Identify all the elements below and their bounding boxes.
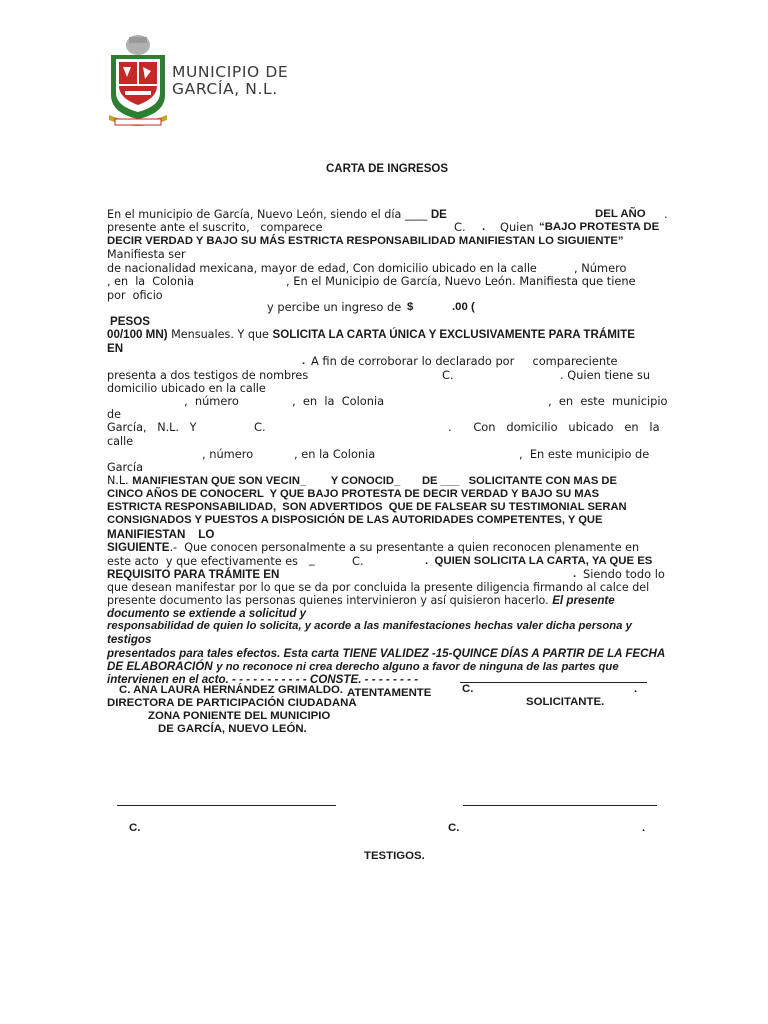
applicant-dot: .: [634, 683, 638, 695]
text: , Número: [574, 261, 627, 275]
body-line: [107, 660, 669, 674]
text: C.: [454, 220, 466, 234]
body-line: Manifiesta ser: [107, 248, 186, 261]
text: En el municipio de García, Nuevo León, siendo el día ____: [107, 208, 431, 221]
document-title: CARTA DE INGRESOS: [325, 163, 449, 175]
text: , En este municipio de: [519, 447, 650, 461]
body-line: domicilio ubicado en la calle: [107, 382, 266, 395]
body-line: calle: [107, 435, 134, 448]
text: . Quien tiene su: [560, 368, 651, 382]
body-line: intervienen en el acto. - - - - - - - - - - - CONSTE. - - - - - - - -: [107, 673, 419, 686]
witness2-signature-line: [463, 805, 657, 806]
text: $: [407, 301, 414, 313]
text: , en la Colonia: [292, 394, 385, 408]
witness2-dot: .: [642, 822, 646, 834]
brand-line-2: GARCÍA, N.L.: [172, 80, 278, 98]
body-line: de: [107, 408, 121, 421]
witnesses-label: TESTIGOS.: [364, 850, 425, 862]
text: C.: [352, 554, 364, 568]
text: , número: [202, 447, 254, 461]
text: SIGUIENTE: [107, 541, 170, 554]
text: , número: [184, 394, 239, 408]
witness2-c-prefix: C.: [448, 822, 460, 834]
text: DE: [430, 208, 447, 221]
body-line: que desean manifestar por lo que se da por concluida la presente diligencia firmando al calce del: [107, 581, 650, 594]
text: 00/100 MN): [107, 328, 168, 341]
official-zone: ZONA PONIENTE DEL MUNICIPIO: [148, 710, 331, 722]
text: , en este municipio: [548, 394, 668, 408]
text: y percibe un ingreso de: [267, 300, 402, 314]
text: presentados para tales efectos. Esta carta: [107, 647, 339, 660]
body-line: [107, 208, 669, 221]
text: Quien: [500, 220, 534, 234]
text: .00 (: [452, 301, 475, 313]
text: . QUIEN SOLICITA LA CARTA, YA QUE ES: [425, 555, 653, 567]
text: .: [302, 355, 306, 367]
body-line: este acto y que efectivamente es: [107, 555, 298, 568]
text: DE ELABORACIÓN: [107, 660, 213, 673]
witness1-signature-line: [117, 805, 336, 806]
body-line: , en la Colonia: [107, 275, 194, 288]
text: SOLICITA LA CARTA ÚNICA Y EXCLUSIVAMENTE PARA TRÁMITE: [272, 328, 635, 341]
body-line: documento se extiende a solicitud y: [107, 607, 307, 620]
text: , en la Colonia: [294, 447, 376, 461]
body-line: testigos: [107, 633, 152, 646]
text: y no reconoce ni crea derecho alguno a favor de ninguna de las partes que: [216, 661, 619, 673]
body-line: García: [107, 461, 143, 474]
body-line: CINCO AÑOS DE CONOCERL Y QUE BAJO PROTESTA DE DECIR VERDAD Y BAJO SU MAS: [107, 488, 600, 500]
text: Siendo todo lo: [583, 567, 665, 581]
official-title: DIRECTORA DE PARTICIPACIÓN CIUDADANA: [107, 697, 357, 709]
municipality-brand: [172, 64, 288, 98]
body-line: García, N.L. Y: [107, 421, 197, 434]
text: N.L.: [107, 474, 129, 487]
municipal-crest-logo: [107, 33, 169, 129]
text: A fin de corroborar lo declarado por compareciente: [311, 354, 618, 368]
brand-line-1: MUNICIPIO DE: [172, 63, 289, 81]
text: “BAJO PROTESTA DE: [539, 221, 660, 233]
body-line: por oficio: [107, 289, 163, 302]
text: presente ante el suscrito, comparece: [107, 221, 323, 234]
text: .: [482, 221, 486, 233]
official-name: C. ANA LAURA HERNÁNDEZ GRIMALDO.: [119, 684, 344, 696]
body-line: de nacionalidad mexicana, mayor de edad, Con domicilio ubicado en la calle: [107, 262, 537, 275]
official-municipality: DE GARCÍA, NUEVO LEÓN.: [158, 723, 307, 735]
atentamente-label: ATENTAMENTE: [347, 687, 432, 699]
text: presente documento las personas quienes intervinieron y así quisieron hacerlo.: [107, 594, 549, 607]
text: El presente: [552, 594, 615, 607]
body-line: [107, 474, 669, 488]
text: .- Que conocen personalmente a su presentante a quien reconocen plenamente en: [169, 541, 640, 554]
text: . Con domicilio ubicado en la: [448, 420, 660, 434]
applicant-signature-line: [460, 682, 647, 683]
body-line: [107, 594, 669, 607]
body-line: DECIR VERDAD Y BAJO SU MÁS ESTRICTA RESPONSABILIDAD MANIFIESTAN LO SIGUIENTE”: [107, 235, 624, 247]
body-line: ESTRICTA RESPONSABILIDAD, SON ADVERTIDOS QUE DE FALSEAR SU TESTIMONIAL SERAN: [107, 501, 627, 513]
text: .: [664, 207, 668, 221]
body-line: REQUISITO PARA TRÁMITE EN: [107, 568, 280, 581]
body-line: CONSIGNADOS Y PUESTOS A DISPOSICIÓN DE LAS AUTORIDADES COMPETENTES, Y QUE: [107, 514, 603, 526]
text: DEL AÑO: [595, 208, 646, 220]
witness1-c-prefix: C.: [129, 822, 141, 834]
text: _: [309, 552, 315, 566]
body-line: [107, 328, 669, 341]
body-line: MANIFIESTAN LO: [107, 528, 215, 541]
applicant-c-prefix: C.: [462, 683, 474, 695]
text: C.: [254, 420, 266, 434]
body-line: [107, 541, 669, 554]
body-line: presenta a dos testigos de nombres: [107, 369, 309, 382]
body-line: EN: [107, 342, 124, 355]
text: C.: [442, 368, 454, 382]
body-line: [107, 647, 669, 660]
body-line: responsabilidad de quien lo solicita, y acorde a las manifestaciones hechas valer dicha persona y: [107, 620, 632, 632]
text: , En el Municipio de García, Nuevo León. Manifiesta que tiene: [286, 274, 636, 288]
text: Mensuales. Y que: [171, 328, 269, 341]
text: .: [573, 568, 577, 580]
applicant-label: SOLICITANTE.: [526, 696, 605, 708]
body-line: PESOS: [110, 315, 150, 328]
text: MANIFIESTAN QUE SON VECIN_ Y CONOCID_ DE ___ SOLICITANTE CON MAS DE: [132, 475, 617, 487]
text: TIENE VALIDEZ -15-QUINCE DÍAS A PARTIR DE LA FECHA: [342, 647, 666, 660]
